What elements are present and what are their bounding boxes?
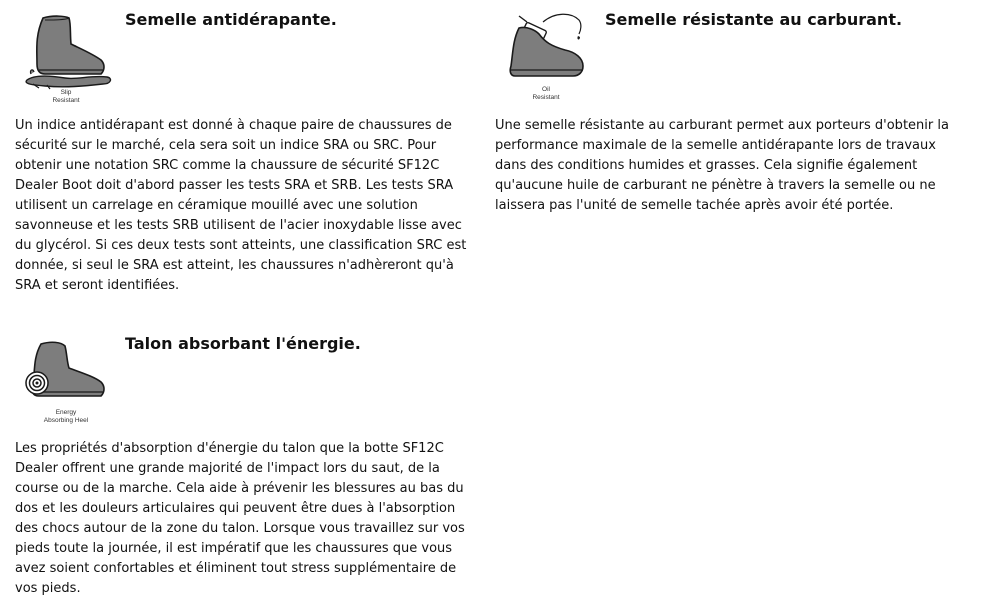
energy-absorbing-heel-boot-icon (25, 340, 115, 440)
icon-caption-line: Slip (60, 89, 72, 96)
icon-caption-line: Resistant (532, 94, 560, 101)
feature-description: Un indice antidérapant est donné à chaque paire de chaussures de sécurité sur le marché, cela sera soit un indice SRA ou SRC. Pour obtenir une notation SRC comme la chaussure de sécurité SF12C Dealer Boot doit d'abord passer les tests SRA et SRB. Les tests SRA utilisent un carrelage en céramique mouillé avec une solution savonneuse et les tests SRB utilisent de l'acier inoxydable lisse avec du glycérol. Si ces deux tests sont atteints, une classification SRC est donnée, si seul le SRA est atteint, les chaussures n'adhèreront qu'à SRA et seront identifiées. (15, 118, 467, 293)
icon-caption (21, 409, 111, 425)
icon-caption (501, 86, 591, 102)
icon-caption-line: Absorbing Heel (43, 417, 89, 424)
feature-description: Les propriétés d'absorption d'énergie du talon que la botte SF12C Dealer offrent une grande majorité de l'impact lors du saut, de la course ou de la marche. Cela aide à prévenir les blessures au bas du dos et les douleurs articulaires qui peuvent être dues à l'absorption des chocs autour de la zone du talon. Lorsque vous travaillez sur vos pieds toute la journée, il est impératif que les chaussures que vous avez soient confortables et éliminent tout stress supplémentaire de vos pieds. (15, 441, 465, 596)
icon-caption (21, 89, 111, 105)
icon-caption-line: Oil (542, 86, 550, 93)
feature-title: Talon absorbant l'énergie. (125, 334, 361, 353)
icon-caption-line: Energy (55, 409, 77, 416)
feature-title: Semelle antidérapante. (125, 10, 337, 29)
icon-caption-line: Resistant (52, 97, 80, 104)
feature-description: Une semelle résistante au carburant permet aux porteurs d'obtenir la performance maximale de la semelle antidérapante lors de travaux dans des conditions humides et grasses. Cela signifie également qu'aucune huile de carburant ne pénètre à travers la semelle ou ne laissera pas l'unité de semelle tachée après avoir été portée. (495, 118, 949, 213)
feature-title: Semelle résistante au carburant. (605, 10, 903, 29)
